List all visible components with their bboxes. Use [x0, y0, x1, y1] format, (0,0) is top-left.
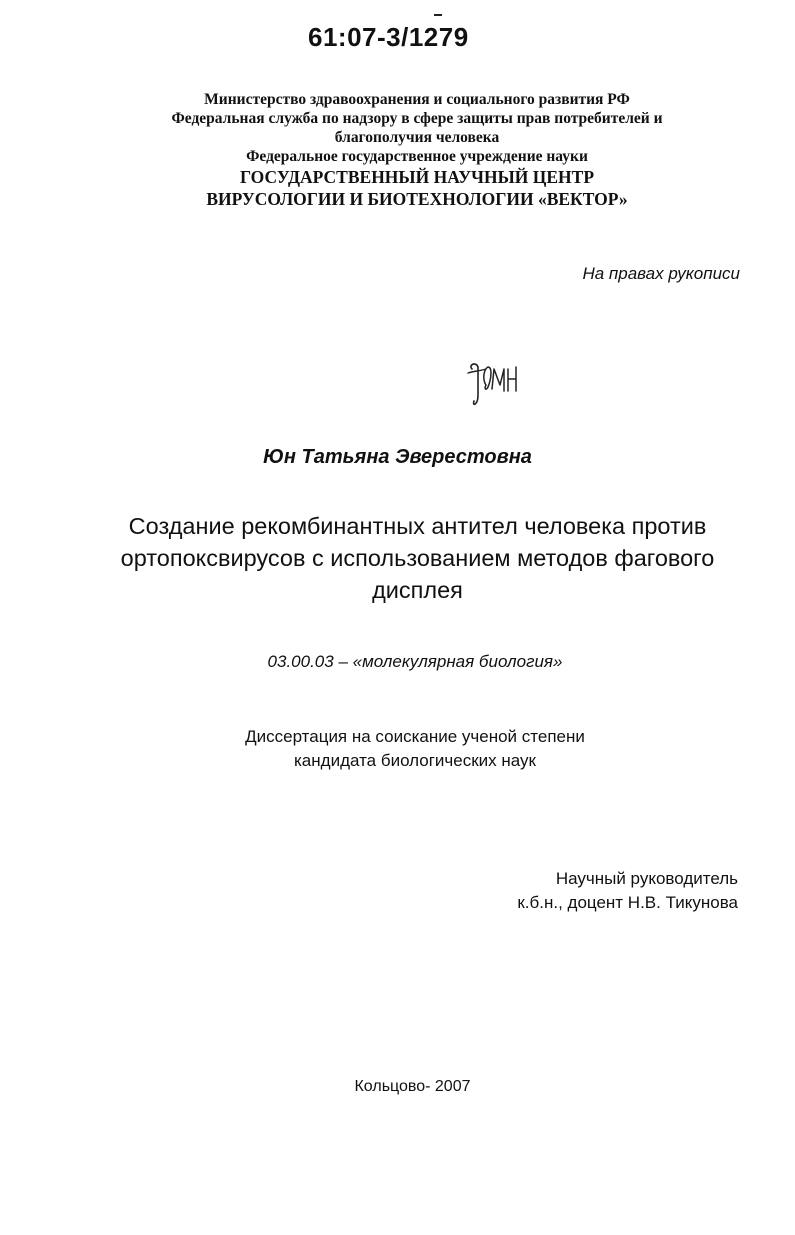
service-line-2: благополучия человека	[334, 129, 500, 146]
stamp-mark	[434, 14, 442, 16]
registration-number: 61:07-3/1279	[308, 22, 469, 52]
title-line-3: дисплея	[372, 577, 463, 603]
title-line-1: Создание рекомбинантных антител человека против	[128, 513, 707, 539]
ministry-line: Министерство здравоохранения и социального развития РФ	[204, 91, 630, 108]
place-and-year: Кольцово- 2007	[354, 1078, 471, 1095]
degree-line-2: кандидата биологических наук	[294, 751, 536, 770]
center-name-line-2: ВИРУСОЛОГИИ И БИОТЕХНОЛОГИИ «ВЕКТОР»	[206, 189, 628, 209]
supervisor-role: Научный руководитель	[555, 869, 738, 888]
manuscript-rights-note: На правах рукописи	[582, 264, 740, 283]
title-line-2: ортопоксвирусов с использованием методов фагового	[120, 545, 715, 571]
supervisor-block	[517, 867, 738, 915]
degree-line-1: Диссертация на соискание ученой степени	[245, 727, 585, 746]
service-line-1: Федеральная служба по надзору в сфере защиты прав потребителей и	[171, 110, 663, 127]
institution-type-line: Федеральное государственное учреждение науки	[246, 148, 588, 165]
dissertation-title	[80, 510, 755, 606]
center-name-line-1: ГОСУДАРСТВЕННЫЙ НАУЧНЫЙ ЦЕНТР	[239, 167, 595, 187]
handwritten-signature-icon	[462, 355, 522, 413]
author-name: Юн Татьяна Эверестовна	[263, 446, 532, 468]
organization-header	[60, 90, 774, 210]
specialty-code: 03.00.03 – «молекулярная биология»	[267, 652, 563, 671]
degree-statement	[0, 725, 795, 773]
supervisor-name: к.б.н., доцент Н.В. Тикунова	[517, 893, 738, 912]
